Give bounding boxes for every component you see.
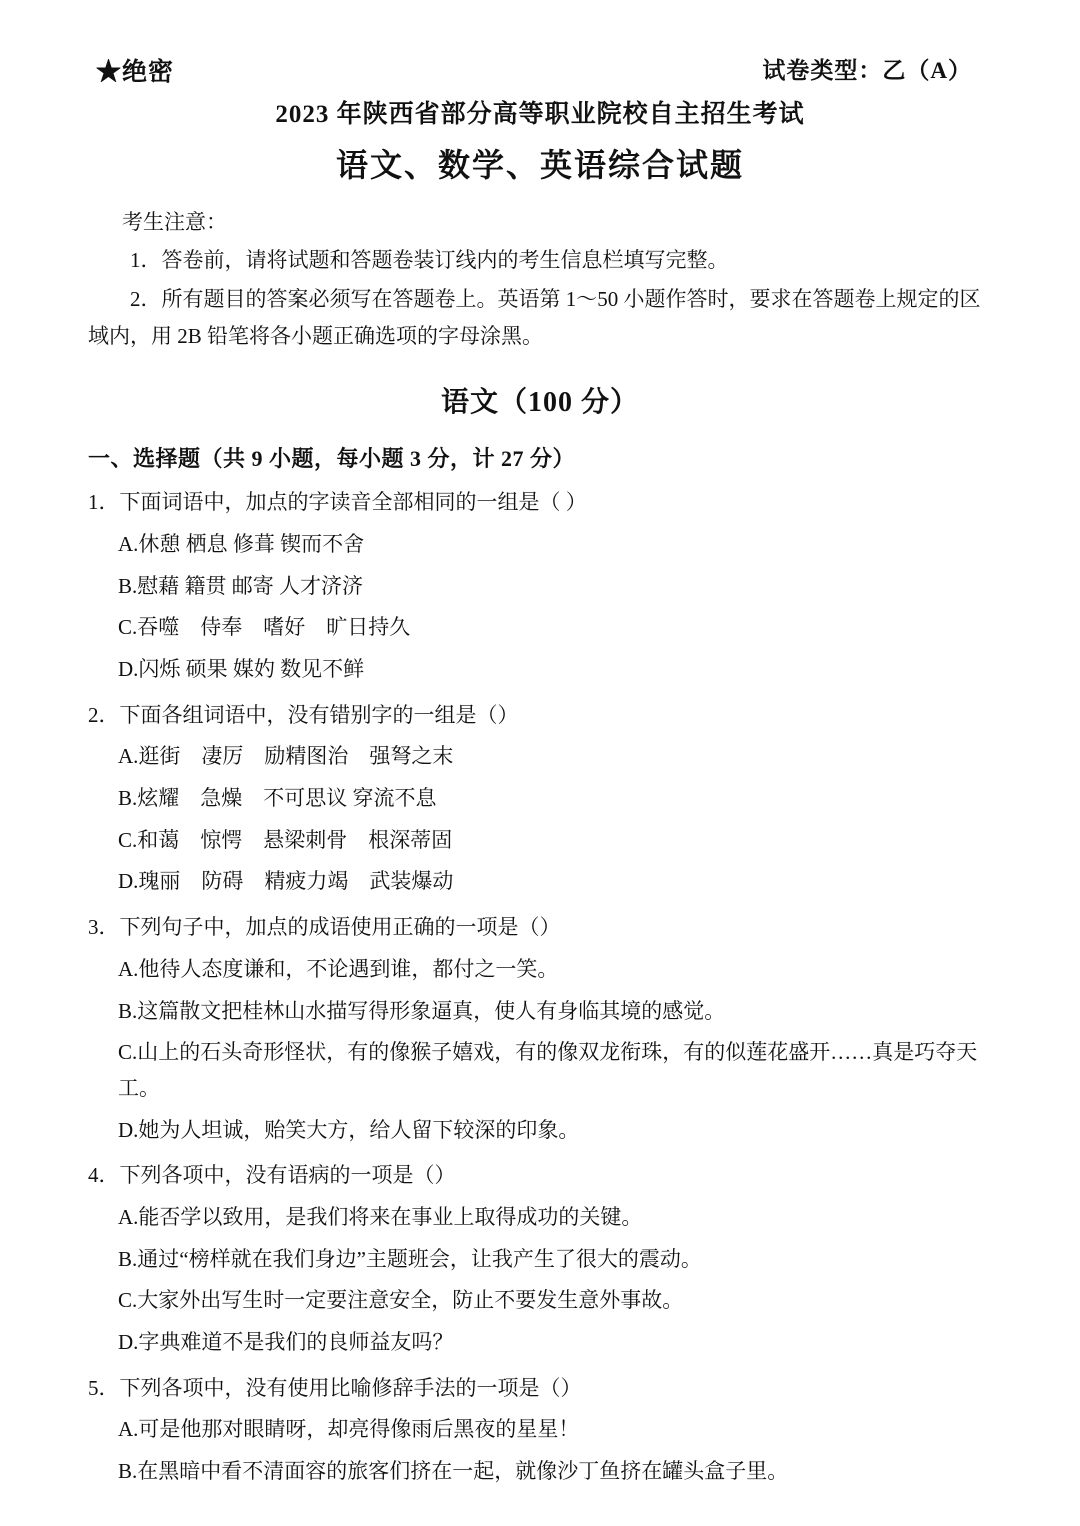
notice-heading: 考生注意： [122, 210, 227, 234]
question-option: C.和蔼 惊愕 悬梁刺骨 根深蒂固 [118, 827, 453, 852]
notice-item: 2．所有题目的答案必须写在答题卷上。英语第 1～50 小题作答时，要求在答题卷上规定的区域内，用 2B 铅笔将各小题正确选项的字母涂黑。 [88, 286, 981, 348]
question-option: C.大家外出写生时一定要注意安全，防止不要发生意外事故。 [118, 1288, 684, 1313]
question-option: A.能否学以致用，是我们将来在事业上取得成功的关键。 [118, 1204, 643, 1229]
question-option: C.吞噬 侍奉 嗜好 旷日持久 [118, 615, 411, 640]
question-number: 1． [88, 490, 120, 515]
header-row [88, 52, 992, 88]
paper-type-label: 试卷类型：乙（A） [762, 58, 972, 83]
part-one-title: 一、选择题（共 9 小题，每小题 3 分，计 27 分） [88, 446, 576, 472]
question-option: D.瑰丽 防碍 精疲力竭 武装爆动 [118, 869, 454, 894]
secret-mark: ★绝密 [96, 59, 175, 86]
question-option: B.在黑暗中看不清面容的旅客们挤在一起，就像沙丁鱼挤在罐头盒子里。 [118, 1459, 789, 1484]
question-option: A.休憩 栖息 修葺 锲而不舍 [118, 531, 365, 556]
question-number: 3． [88, 915, 120, 940]
notice-item: 1．答卷前，请将试题和答题卷装订线内的考生信息栏填写完整。 [130, 248, 729, 272]
question-text: 下面词语中，加点的字读音全部相同的一组是（ ） [119, 490, 587, 515]
question-text: 下面各组词语中，没有错别字的一组是（） [119, 702, 519, 727]
question-option: A.可是他那对眼睛呀，却亮得像雨后黑夜的星星！ [118, 1417, 580, 1442]
question-option: B.通过“榜样就在我们身边”主题班会，让我产生了很大的震动。 [118, 1246, 702, 1271]
question-option: A.他待人态度谦和，不论遇到谁，都付之一笑。 [118, 956, 559, 981]
question-option: D.她为人坦诚，贻笑大方，给人留下较深的印象。 [118, 1117, 580, 1142]
question-text: 下列各项中，没有使用比喻修辞手法的一项是（） [119, 1375, 582, 1400]
question-number: 4． [88, 1163, 120, 1188]
question-option: B.这篇散文把桂林山水描写得形象逼真，使人有身临其境的感觉。 [118, 998, 726, 1023]
question-stem [88, 698, 992, 734]
subject-title: 语文（100 分） [440, 387, 639, 419]
question-option: A.逛街 凄厉 励精图治 强弩之末 [118, 744, 454, 769]
question-option: D.闪烁 硕果 媒妁 数见不鲜 [118, 657, 365, 681]
question-stem [88, 1371, 992, 1407]
exam-title-line1: 2023 年陕西省部分高等职业院校自主招生考试 [275, 101, 805, 128]
question-option: C.山上的石头奇形怪状，有的像猴子嬉戏，有的像双龙衔珠，有的似莲花盛开……真是巧夺天工。 [118, 1040, 978, 1100]
question-option: B.炫耀 急燥 不可思议 穿流不息 [118, 786, 437, 811]
exam-title-line2: 语文、数学、英语综合试题 [335, 147, 744, 183]
question-number: 2． [88, 702, 120, 727]
question-stem [88, 1158, 992, 1194]
question-number: 5． [88, 1375, 120, 1400]
question-stem [88, 910, 992, 946]
question-text: 下列句子中，加点的成语使用正确的一项是（） [119, 915, 561, 940]
question-stem [88, 485, 992, 521]
question-option: D.字典难道不是我们的良师益友吗？ [118, 1330, 454, 1354]
question-option: B.慰藉 籍贯 邮寄 人才济济 [118, 573, 364, 598]
question-text: 下列各项中，没有语病的一项是（） [119, 1163, 456, 1188]
